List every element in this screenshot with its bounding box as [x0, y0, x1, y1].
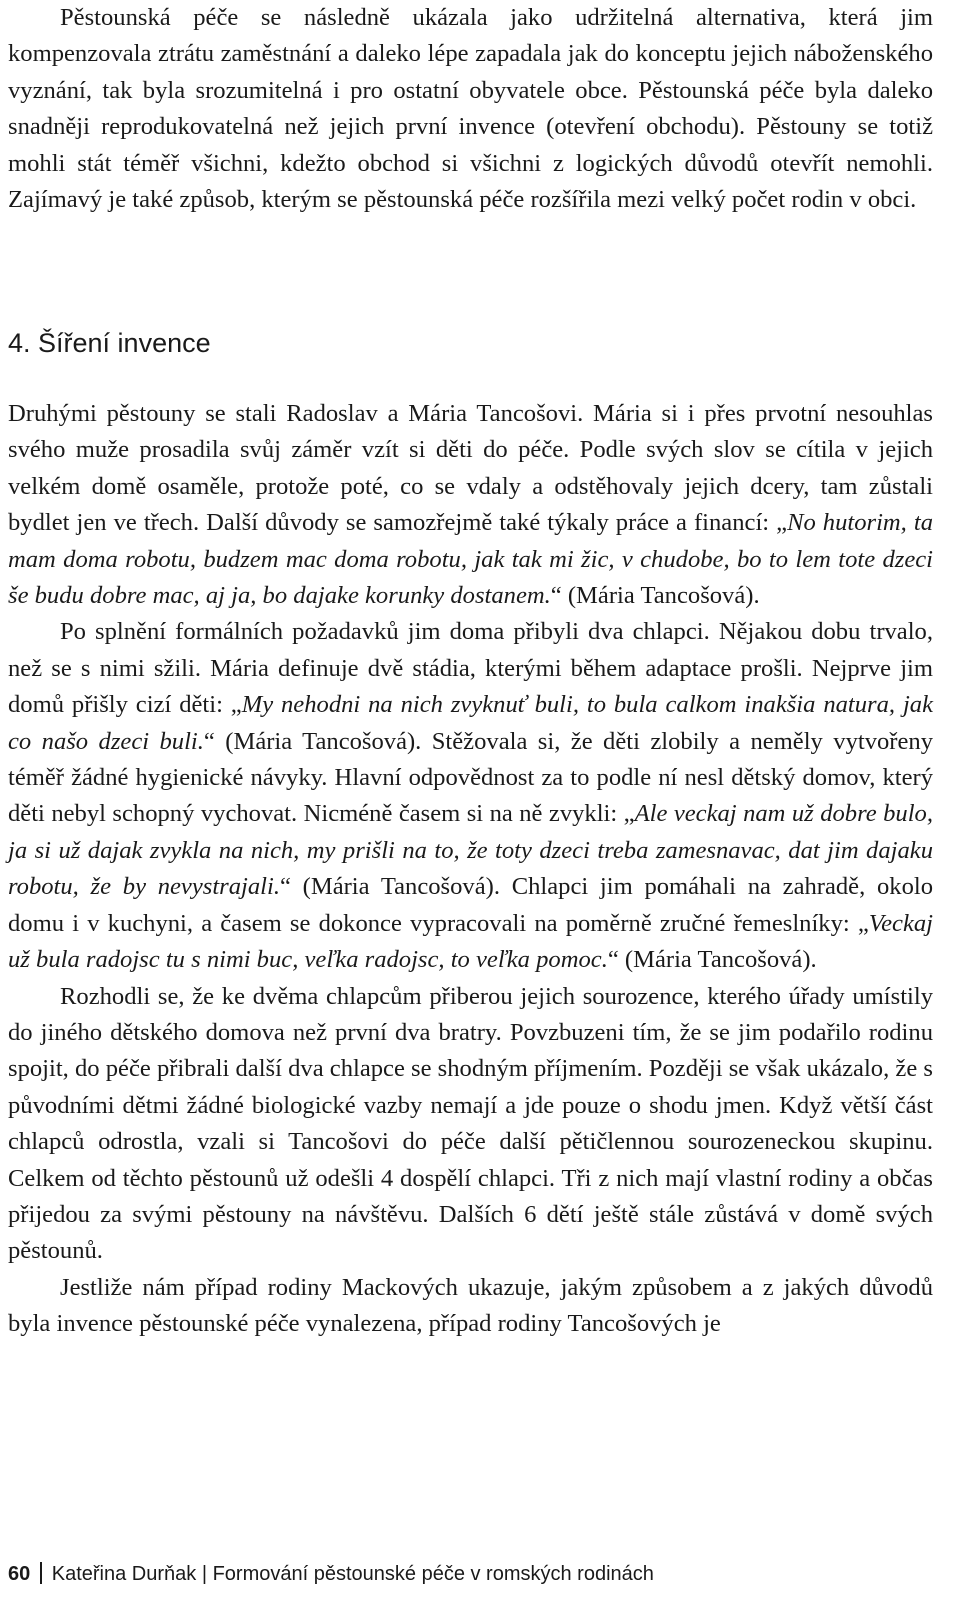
paragraph-text: Druhými pěstouny se stali Radoslav a Mária Tancošovi. Mária si i přes prvotní nesouhlas svého muže prosadila svůj záměr vzít si děti do péče. Podle svých slov se cítila v jejich velkém domě osaměle, protože poté, co se vdaly a odstěhovaly jejich dcery, tam zůstali bydlet jen ve třech. Další důvody se samozřejmě také týkaly práce a financí: „: [8, 400, 933, 537]
paragraph: Pěstounská péče se následně ukázala jako udržitelná alternativa, která jim kompenzovala ztrátu zaměstnání a daleko lépe zapadala jak do konceptu jejich náboženského vyznání, tak byla srozumitelná i pro ostatní obyvatele obce. Pěstounská péče byla daleko snadněji reprodukovatelná než jejich první invence (otevření obchodu). Pěstouny se totiž mohli stát téměř všichni, kdežto obchod si všichni z logických důvodů otevřít nemohli. Zajímavý je také způsob, kterým se pěstounská péče rozšířila mezi velký počet rodin v obci.: [8, 4, 933, 214]
text-block-main: [8, 396, 933, 1343]
section-heading: 4. Šíření invence: [8, 328, 211, 358]
paragraph-text: “ (Mária Tancošová). Stěžovala si, že děti zlobily a neměly vytvořeny téměř žádné hygienické návyky. Hlavní odpovědnost za to podle ní nesl dětský domov, který děti nebyl schopný vychovat. Nicméně časem si na ně zvykli: „: [8, 727, 933, 828]
dialect-quote: Ale veckaj nam už dobre bulo, ja si už dajak zvykla na nich, my prišli na to, že toty dzeci treba zamesnavac, dat jim dajaku robotu, že by nevystrajali.: [8, 800, 933, 901]
dialect-quote: Veckaj už bula radojsc tu s nimi buc, veľka radojsc, to veľka pomoc.: [8, 909, 933, 974]
page-number: 60: [8, 1563, 31, 1585]
page-footer: [8, 1562, 654, 1586]
dialect-quote: My nehodni na nich zvyknuť buli, to bula calkom inakšia natura, jak co našo dzeci buli.: [8, 691, 933, 755]
paragraph: Rozhodli se, že ke dvěma chlapcům přiberou jejich sourozence, kterého úřady umístily do jiného dětského domova než první dva bratry. Povzbuzeni tím, že se jim podařilo rodinu spojit, do péče přibrali další dva chlapce se shodným příjmením. Později se však ukázalo, že s původními dětmi žádné biologické vazby nemají a jde pouze o shodu jmen. Když větší část chlapců odrostla, vzali si Tancošovi do péče další pětičlennou sourozeneckou skupinu. Celkem od těchto pěstounů už odešli 4 dospělí chlapci. Tři z nich mají vlastní rodiny a občas přijedou za svými pěstouny na návštěvu. Dalších 6 dětí ještě stále zůstává v domě svých pěstounů.: [8, 982, 933, 1265]
paragraph-text: Po splnění formálních požadavků jim doma přibyli dva chlapci. Nějakou dobu trvalo, než se s nimi sžili. Mária definuje dvě stádia, kterými během adaptace prošli. Nejprve jim domů přišly cizí děti: „: [8, 618, 933, 719]
running-title: Kateřina Durňak | Formování pěstounské péče v romských rodinách: [51, 1563, 654, 1585]
paragraph: Jestliže nám případ rodiny Mackových ukazuje, jakým způsobem a z jakých důvodů byla invence pěstounské péče vynalezena, případ rodiny Tancošových je: [8, 1273, 933, 1338]
paragraph: [8, 396, 933, 614]
dialect-quote: No hutorim, ta mam doma robotu, budzem mac doma robotu, jak tak mi žic, v chudobe, bo to lem tote dzeci še budu dobre mac, aj ja, bo dajake korunky dostanem.: [8, 509, 933, 610]
paragraph: [8, 614, 933, 978]
paragraph-text: “ (Mária Tancošová).: [607, 946, 817, 974]
paragraph-text: “ (Mária Tancošová).: [550, 582, 760, 610]
text-block-top: [8, 0, 933, 218]
footer-divider: [40, 1562, 42, 1584]
paragraph-text: “ (Mária Tancošová). Chlapci jim pomáhali na zahradě, okolo domu i v kuchyni, a časem se dokonce vypracovali na poměrně zručné řemeslníky: „: [8, 873, 934, 937]
